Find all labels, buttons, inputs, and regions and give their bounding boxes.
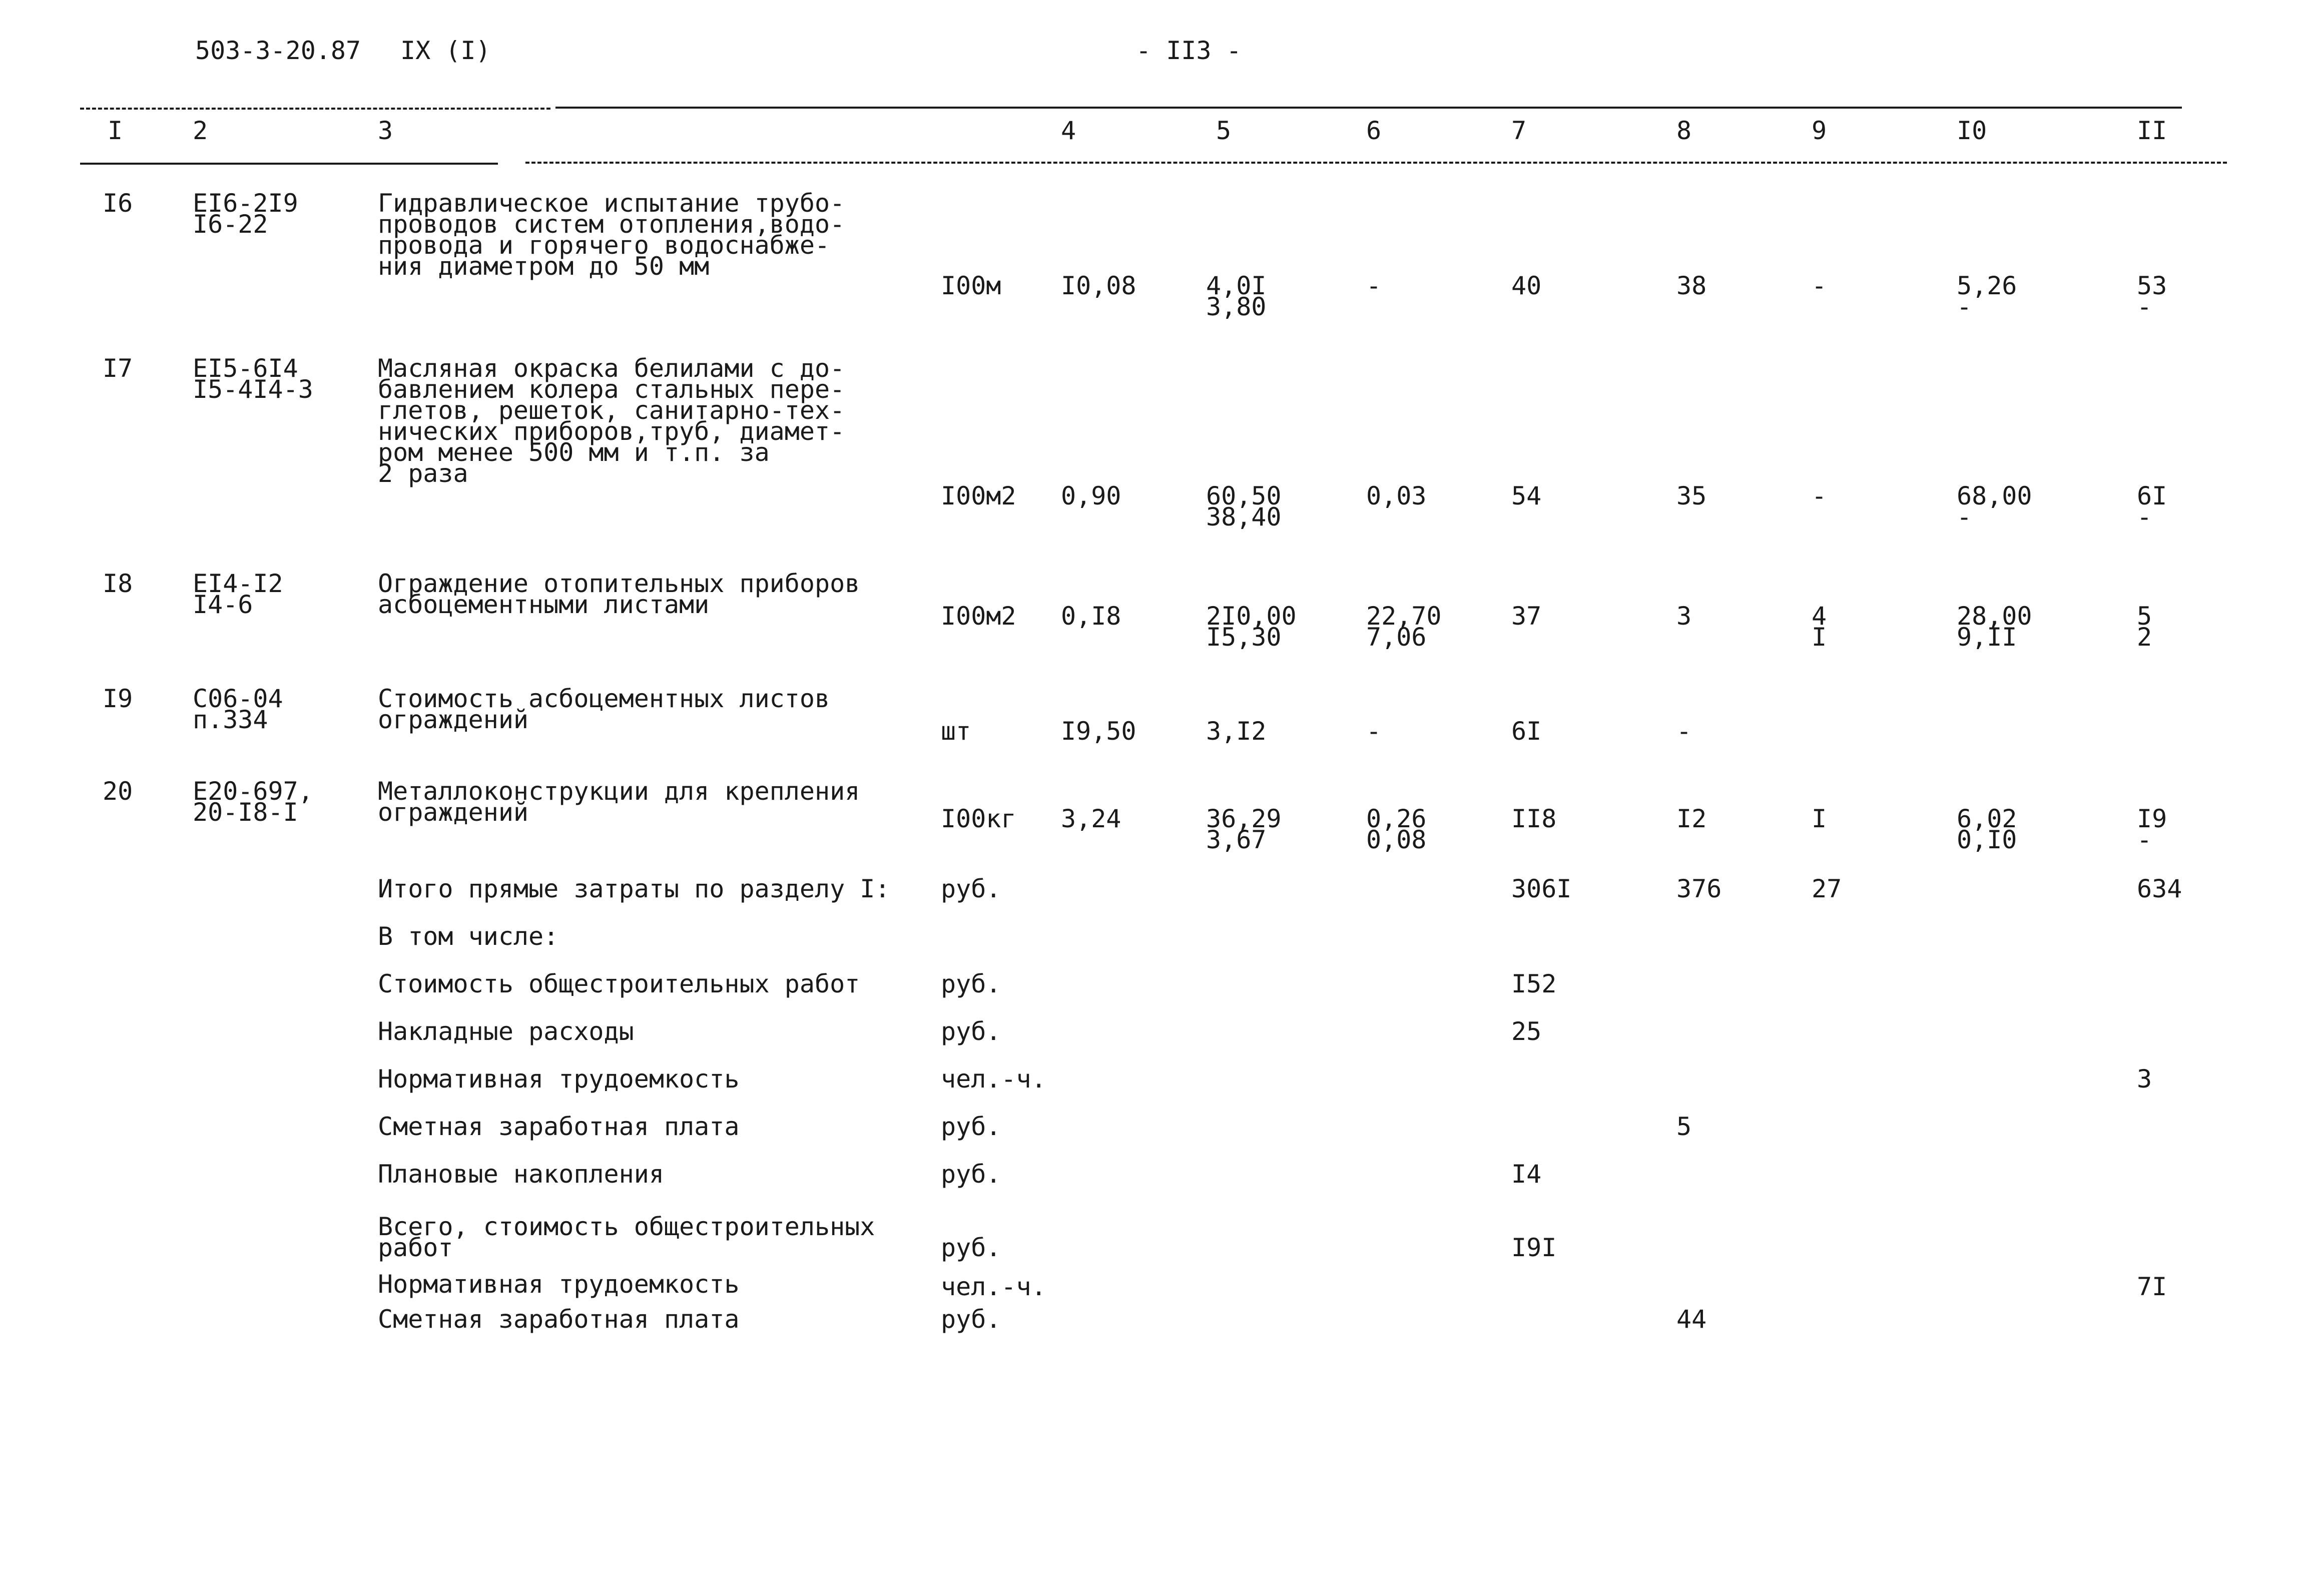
total-cost: 37 bbox=[1511, 602, 1542, 631]
unit-cost: 60,50 38,40 bbox=[1206, 481, 1282, 531]
table-top-rule-left bbox=[80, 108, 550, 110]
summary-label: Плановые накопления bbox=[378, 1160, 664, 1189]
summary-unit: руб. bbox=[941, 1233, 1001, 1262]
column-header-1: I bbox=[108, 116, 123, 145]
summary-total: I4 bbox=[1511, 1160, 1542, 1189]
rate-code: EI5-6I4 I5-4I4-3 bbox=[193, 354, 313, 404]
column-header-2: 2 bbox=[193, 116, 208, 145]
summary-unit: чел.-ч. bbox=[941, 1065, 1046, 1094]
unit-cost: 2I0,00 I5,30 bbox=[1206, 602, 1297, 652]
unit-cost: 36,29 3,67 bbox=[1206, 804, 1282, 854]
labor-per-unit: 28,00 9,II bbox=[1957, 602, 2032, 652]
header-bottom-rule-right bbox=[525, 162, 2227, 164]
page-number: - II3 - bbox=[1136, 36, 1242, 65]
column-header-11: II bbox=[2137, 116, 2167, 145]
summary-unit: руб. bbox=[941, 1305, 1001, 1334]
summary-wages: 5 bbox=[1676, 1112, 1692, 1141]
machine-cost: 0,26 0,08 bbox=[1366, 804, 1427, 854]
wages: 38 bbox=[1676, 271, 1707, 300]
machine-cost: 0,03 bbox=[1366, 481, 1427, 510]
machine-wages: 4 I bbox=[1812, 602, 1827, 652]
summary-unit: руб. bbox=[941, 874, 1001, 903]
row-number: 20 bbox=[103, 777, 133, 806]
rate-code: C06-04 п.334 bbox=[193, 684, 283, 734]
wages: 3 bbox=[1676, 602, 1692, 631]
labor-per-unit: 5,26 - bbox=[1957, 271, 2017, 321]
column-header-6: 6 bbox=[1366, 116, 1382, 145]
summary-label: Накладные расходы bbox=[378, 1017, 634, 1046]
column-header-8: 8 bbox=[1676, 116, 1692, 145]
work-description: Ограждение отопительных приборов асбоцементными листами bbox=[378, 569, 860, 619]
machine-cost: - bbox=[1366, 717, 1382, 746]
rate-code: EI6-2I9 I6-22 bbox=[193, 189, 298, 239]
labor-total: I9 - bbox=[2137, 804, 2167, 854]
work-description: Гидравлическое испытание трубо- проводов систем отопления,водо- провода и горячего водоснабже- ния диаметром до 50 мм bbox=[378, 189, 845, 281]
summary-unit: чел.-ч. bbox=[941, 1272, 1046, 1301]
labor-per-unit: 68,00 - bbox=[1957, 481, 2032, 531]
machine-wages: I bbox=[1812, 804, 1827, 833]
column-header-10: I0 bbox=[1957, 116, 1987, 145]
summary-unit: руб. bbox=[941, 1112, 1001, 1141]
summary-label: Стоимость общестроительных работ bbox=[378, 969, 860, 998]
quantity: 3,24 bbox=[1061, 804, 1121, 833]
unit-of-measure: I00м2 bbox=[941, 481, 1016, 510]
summary-total: I52 bbox=[1511, 969, 1557, 998]
labor-per-unit: 6,02 0,I0 bbox=[1957, 804, 2017, 854]
summary-unit: руб. bbox=[941, 1160, 1001, 1189]
row-number: I8 bbox=[103, 569, 133, 598]
unit-cost: 3,I2 bbox=[1206, 717, 1267, 746]
machine-wages: - bbox=[1812, 481, 1827, 510]
quantity: I0,08 bbox=[1061, 271, 1136, 300]
unit-of-measure: I00м bbox=[941, 271, 1001, 300]
summary-unit: руб. bbox=[941, 1017, 1001, 1046]
labor-total: 53 - bbox=[2137, 271, 2167, 321]
wages: 35 bbox=[1676, 481, 1707, 510]
wages: - bbox=[1676, 717, 1692, 746]
header-bottom-rule-left bbox=[80, 163, 498, 165]
summary-label: В том числе: bbox=[378, 922, 559, 951]
unit-cost: 4,0I 3,80 bbox=[1206, 271, 1267, 321]
summary-label: Сметная заработная плата bbox=[378, 1112, 740, 1141]
summary-labor: 7I bbox=[2137, 1272, 2167, 1301]
summary-total: I9I bbox=[1511, 1233, 1557, 1262]
machine-cost: - bbox=[1366, 271, 1382, 300]
summary-wages: 44 bbox=[1676, 1305, 1707, 1334]
labor-total: 6I - bbox=[2137, 481, 2167, 531]
machine-cost: 22,70 7,06 bbox=[1366, 602, 1442, 652]
total-cost: 40 bbox=[1511, 271, 1542, 300]
column-header-9: 9 bbox=[1812, 116, 1827, 145]
summary-total: 306I bbox=[1511, 874, 1572, 903]
rate-code: EI4-I2 I4-6 bbox=[193, 569, 283, 619]
summary-labor: 634 bbox=[2137, 874, 2182, 903]
table-top-rule-right bbox=[555, 107, 2182, 109]
summary-labor: 3 bbox=[2137, 1065, 2152, 1094]
document-code: 503-3-20.87 bbox=[195, 36, 361, 65]
summary-label: Сметная заработная плата bbox=[378, 1305, 740, 1334]
total-cost: 6I bbox=[1511, 717, 1542, 746]
document-part: IX (I) bbox=[400, 36, 491, 65]
summary-label: Всего, стоимость общестроительных работ bbox=[378, 1212, 875, 1262]
summary-label: Нормативная трудоемкость bbox=[378, 1065, 740, 1094]
summary-unit: руб. bbox=[941, 969, 1001, 998]
row-number: I7 bbox=[103, 354, 133, 383]
quantity: I9,50 bbox=[1061, 717, 1136, 746]
work-description: Металлоконструкции для крепления ограждений bbox=[378, 777, 860, 827]
unit-of-measure: I00кг bbox=[941, 804, 1016, 833]
wages: I2 bbox=[1676, 804, 1707, 833]
row-number: I9 bbox=[103, 684, 133, 713]
summary-wages: 376 bbox=[1676, 874, 1722, 903]
column-header-3: 3 bbox=[378, 116, 393, 145]
quantity: 0,I8 bbox=[1061, 602, 1121, 631]
summary-label: Итого прямые затраты по разделу I: bbox=[378, 874, 890, 903]
machine-wages: - bbox=[1812, 271, 1827, 300]
column-header-7: 7 bbox=[1511, 116, 1527, 145]
quantity: 0,90 bbox=[1061, 481, 1121, 510]
unit-of-measure: шт bbox=[941, 717, 971, 746]
summary-total: 25 bbox=[1511, 1017, 1542, 1046]
total-cost: 54 bbox=[1511, 481, 1542, 510]
summary-machine-wages: 27 bbox=[1812, 874, 1842, 903]
total-cost: II8 bbox=[1511, 804, 1557, 833]
column-header-5: 5 bbox=[1216, 116, 1232, 145]
work-description: Стоимость асбоцементных листов ограждений bbox=[378, 684, 830, 734]
column-header-4: 4 bbox=[1061, 116, 1076, 145]
labor-total: 5 2 bbox=[2137, 602, 2152, 652]
rate-code: E20-697, 20-I8-I bbox=[193, 777, 313, 827]
summary-label: Нормативная трудоемкость bbox=[378, 1270, 740, 1299]
unit-of-measure: I00м2 bbox=[941, 602, 1016, 631]
row-number: I6 bbox=[103, 189, 133, 218]
work-description: Масляная окраска белилами с до- бавлением колера стальных пере- глетов, решеток, санитарно-тех- нических приборов,труб, диамет- ром менее 500 мм и т.п. за 2 раза bbox=[378, 354, 845, 488]
